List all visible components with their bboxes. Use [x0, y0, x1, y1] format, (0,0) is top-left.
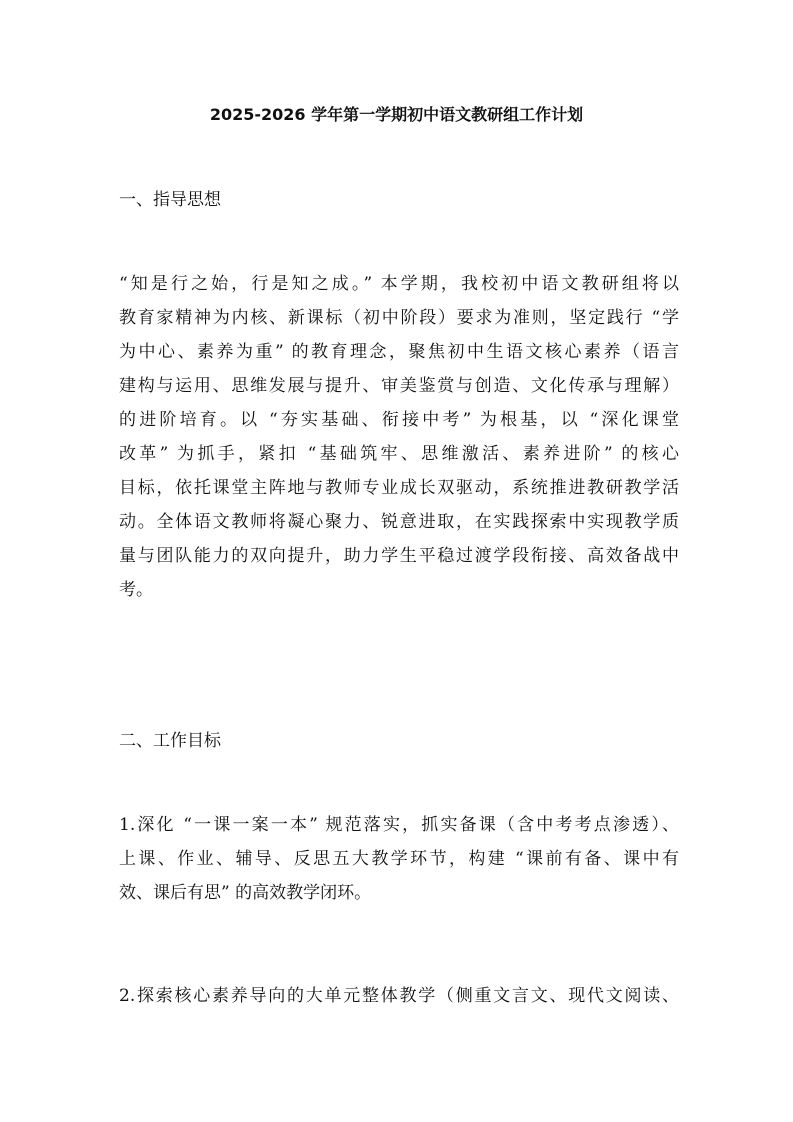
paragraph-line: 量与团队能力的双向提升，助力学生平稳过渡学段衔接、高效备战中 — [119, 546, 679, 566]
paragraph-line: 的进阶培育。以 “夯实基础、衔接中考” 为根基，以 “深化课堂 — [119, 410, 679, 430]
paragraph-line: 建构与运用、思维发展与提升、审美鉴赏与创造、文化传承与理解） — [119, 376, 679, 396]
goal-line: 2.探索核心素养导向的大单元整体教学（侧重文言文、现代文阅读、 — [119, 986, 679, 1006]
paragraph-line: 改革” 为抓手，紧扣 “基础筑牢、思维激活、素养进阶” 的核心 — [119, 444, 679, 464]
document-title: 2025-2026 学年第一学期初中语文教研组工作计划 — [209, 105, 584, 124]
goal-line: 1.深化 “一课一案一本” 规范落实，抓实备课（含中考考点渗透）、 — [119, 815, 679, 835]
goal-line: 效、课后有思” 的高效教学闭环。 — [119, 883, 372, 903]
section-heading-work-goals: 二、工作目标 — [119, 731, 221, 751]
paragraph-line: 为中心、素养为重” 的教育理念，聚焦初中生语文核心素养（语言 — [119, 342, 679, 362]
paragraph-line: 动。全体语文教师将凝心聚力、锐意进取，在实践探索中实现教学质 — [119, 512, 679, 532]
paragraph-line: 目标，依托课堂主阵地与教师专业成长双驱动，系统推进教研教学活 — [119, 478, 679, 498]
section-heading-guiding-ideology: 一、指导思想 — [119, 190, 221, 210]
goal-item-2 — [119, 979, 679, 1013]
goal-item-1 — [119, 808, 679, 910]
paragraph-line: 教育家精神为内核、新课标（初中阶段）要求为准则，坚定践行 “学 — [119, 308, 679, 328]
paragraph-line: 考。 — [119, 580, 153, 600]
paragraph-guiding-ideology — [119, 267, 679, 607]
goal-line: 上课、作业、辅导、反思五大教学环节，构建 “课前有备、课中有 — [119, 849, 679, 869]
paragraph-line: “知是行之始，行是知之成。” 本学期，我校初中语文教研组将以 — [119, 274, 679, 294]
